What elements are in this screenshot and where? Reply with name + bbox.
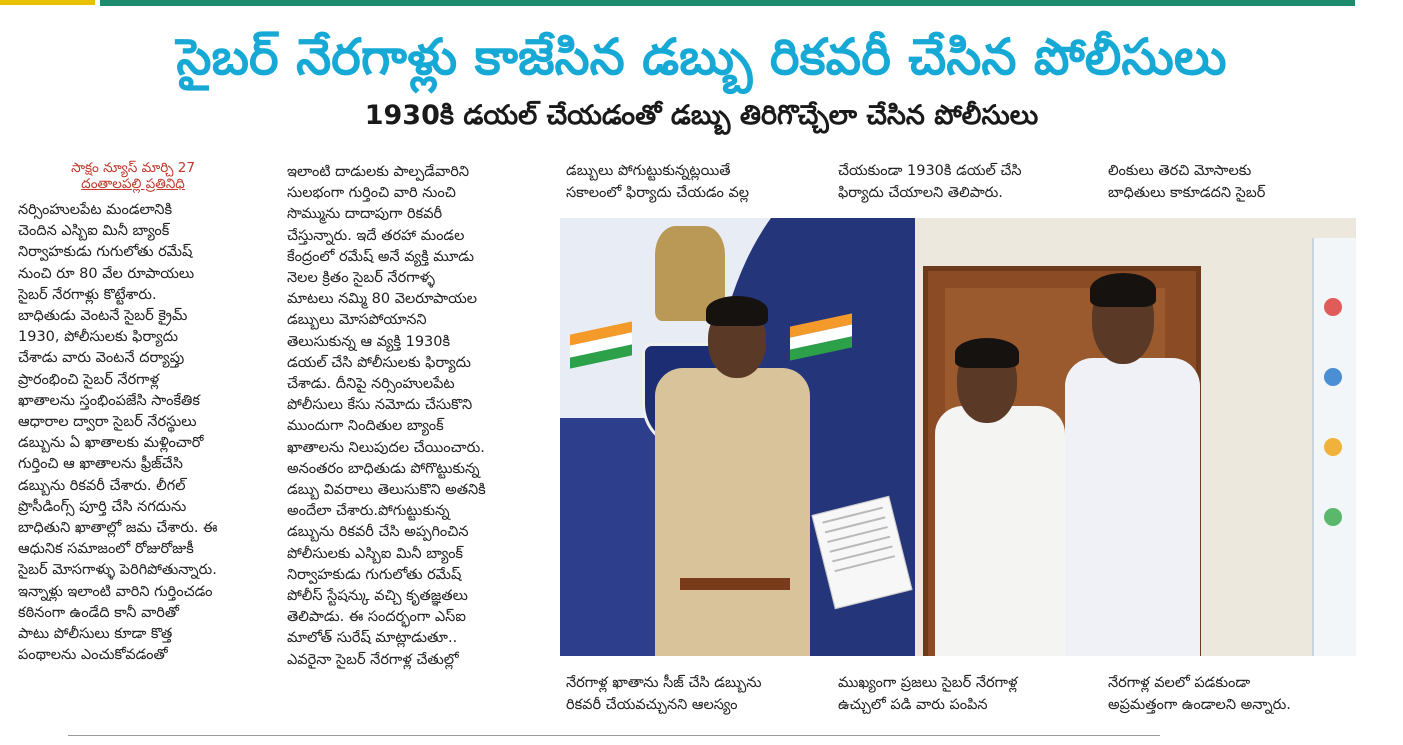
text-line: మాలోత్ సురేష్ మాట్లాడుతూ..: [287, 630, 458, 647]
article-column-3-bottom: [566, 672, 826, 716]
text-line: చేశాడు. దీనిపై నర్సింహులపేట: [287, 376, 455, 393]
text-line: కేంద్రంలో రమేష్ అనే వ్యక్తి మూడు: [287, 248, 475, 265]
text-line: నిర్వాహకుడు గుగులోతు రమేష్: [287, 566, 462, 583]
text-line: ఖాతాలను స్తంభింపజేసి సాంకేతిక: [18, 392, 200, 409]
article-column-2: [287, 162, 549, 671]
article-column-4-top: [838, 160, 1098, 204]
text-line: నుంచి రూ 80 వేల రూపాయలు: [18, 265, 195, 282]
text-line: చేశాడు వారు వెంటనే దర్యాప్తు: [18, 350, 185, 367]
text-line: చెందిన ఎస్బిఐ మినీ బ్యాంక్: [18, 223, 170, 240]
text-line: గుర్తించి ఆ ఖాతాలను ఫ్రీజ్‌చేసి: [18, 456, 183, 473]
text-line: తెలుసుకున్న ఆ వ్యక్తి 1930కి: [287, 333, 451, 350]
text-line: మాటలు నమ్మి 80 వెలరూపాయల: [287, 291, 477, 308]
dateline-line: దంతాలపల్లి ప్రతినిధి: [81, 176, 185, 192]
text-line: రికవరీ చేయవచ్చునని ఆలస్యం: [566, 697, 738, 713]
text-line: ఆధారాల ద్వారా సైబర్ నేరస్థులు: [18, 414, 197, 431]
text-line: బాధితులు కాకూడదని సైబర్: [1108, 185, 1266, 201]
text-line: సైబర్ నేరగాళ్లు కొట్టేశారు.: [18, 286, 157, 303]
text-line: డబ్బులు పోగుట్టుకున్నట్లయితే: [566, 163, 731, 179]
text-line: ఇన్నాళ్లు ఇలాంటి వారిని గుర్తించడం: [18, 583, 213, 600]
text-line: డబ్బును ఏ ఖాతాలకు మళ్లించారో: [18, 435, 204, 452]
top-bar: [100, 0, 1355, 6]
text-line: డబ్బు వివరాలు తెలుసుకొని అతనికి: [287, 482, 486, 499]
text-line: సైబర్ మోసగాళ్ళు పెరిగిపోతున్నారు.: [18, 562, 217, 579]
text-line: అప్రమత్తంగా ఉండాలని అన్నారు.: [1108, 697, 1291, 713]
text-line: ఆధునిక సమాజంలో రోజురోజుకీ: [18, 541, 194, 558]
text-line: నేరగాళ్ల ఖాతాను సీజ్ చేసి డబ్బును: [566, 675, 762, 691]
text-line: పోలీసులు కేసు నమోదు చేసుకొని: [287, 397, 473, 414]
text-line: ఇలాంటి దాడులకు పాల్పడేవారిని: [287, 164, 469, 180]
text-line: చేయకుండా 1930కి డయల్ చేసి: [838, 163, 1022, 179]
text-line: నర్సింహులపేట మండలానికి: [18, 202, 173, 218]
article-column-1: [18, 200, 260, 666]
text-line: చేస్తున్నారు. ఇదే తరహా మండల: [287, 227, 465, 244]
text-line: నెలల క్రితం సైబర్ నేరగాళ్ళ: [287, 270, 435, 287]
headline: సైబర్ నేరగాళ్లు కాజేసిన డబ్బు రికవరీ చేసిన పోలీసులు: [176, 28, 1227, 86]
news-photo: [560, 218, 1356, 656]
dateline-line: సాక్షం న్యూస్ మార్చి 27: [71, 160, 195, 176]
text-line: ప్రొసీడింగ్స్ పూర్తి చేసి నగదును: [18, 498, 187, 515]
text-line: బాధితుని ఖాతాల్లో జమ చేశారు. ఈ: [18, 520, 218, 537]
dateline: [18, 160, 248, 192]
text-line: కఠినంగా ఉండేది కానీ వారితో: [18, 604, 180, 621]
text-line: బాధితుడు వెంటనే సైబర్ క్రైమ్: [18, 308, 188, 325]
text-line: సొమ్మును దాదాపుగా రికవరీ: [287, 206, 443, 223]
text-line: తెలిపాడు. ఈ సందర్భంగా ఎస్ఐ: [287, 609, 466, 626]
text-line: అందేలా చేశారు.పోగుట్టుకున్న: [287, 503, 450, 520]
wall-chart: [1312, 238, 1356, 656]
text-line: ఫిర్యాదు చేయాలని తెలిపారు.: [838, 185, 1003, 201]
text-line: నిర్వాహకుడు గుగులోతు రమేష్: [18, 244, 193, 261]
text-line: నేరగాళ్ల వలలో పడకుండా: [1108, 675, 1251, 691]
article-column-5-bottom: [1108, 672, 1353, 716]
text-line: ముందుగా నిందితుల బ్యాంక్: [287, 418, 444, 435]
text-line: సులభంగా గుర్తించి వారి నుంచి: [287, 185, 456, 202]
subheadline: 1930కి డయల్ చేయడంతో డబ్బు తిరిగొచ్చేలా చేసిన పోలీసులు: [364, 100, 1039, 131]
text-line: ఎవరైనా సైబర్ నేరగాళ్ల చేతుల్లో: [287, 651, 459, 668]
text-line: అనంతరం బాధితుడు పోగొట్టుకున్న: [287, 460, 480, 477]
top-accent-bar: [0, 0, 95, 5]
text-line: 1930, పోలీసులకు ఫిర్యాదు: [18, 329, 178, 346]
text-line: డయల్ చేసి పోలీసులకు ఫిర్యాదు: [287, 354, 471, 371]
text-line: లింకులు తెరచి మోసాలకు: [1108, 163, 1252, 179]
article-column-3-top: [566, 160, 826, 204]
text-line: డబ్బును రికవరీ చేశారు. లీగల్: [18, 477, 186, 494]
bottom-divider: [68, 735, 1160, 736]
article-column-4-bottom: [838, 672, 1098, 716]
text-line: ఉచ్చులో పడి వారు పంపిన: [838, 697, 988, 713]
text-line: సకాలంలో ఫిర్యాదు చేయడం వల్ల: [566, 185, 750, 201]
text-line: ముఖ్యంగా ప్రజలు సైబర్ నేరగాళ్ల: [838, 675, 1018, 691]
text-line: పోలీస్ స్టేషన్కు వచ్చి కృతజ్ఞతలు: [287, 588, 468, 605]
text-line: పాటు పోలీసులు కూడా కొత్త: [18, 626, 173, 643]
text-line: పంథాలను ఎంచుకోవడంతో: [18, 647, 168, 664]
article-column-5-top: [1108, 160, 1353, 204]
text-line: డబ్బులు మోసపోయానని: [287, 312, 427, 329]
text-line: ప్రారంభించి సైబర్ నేరగాళ్ల: [18, 371, 160, 388]
text-line: ఖాతాలను నిలుపుదల చేయించారు.: [287, 439, 485, 456]
text-line: పోలీసులకు ఎస్బిఐ మినీ బ్యాంక్: [287, 545, 463, 562]
text-line: డబ్బును రికవరీ చేసి అప్పగించిన: [287, 524, 469, 541]
